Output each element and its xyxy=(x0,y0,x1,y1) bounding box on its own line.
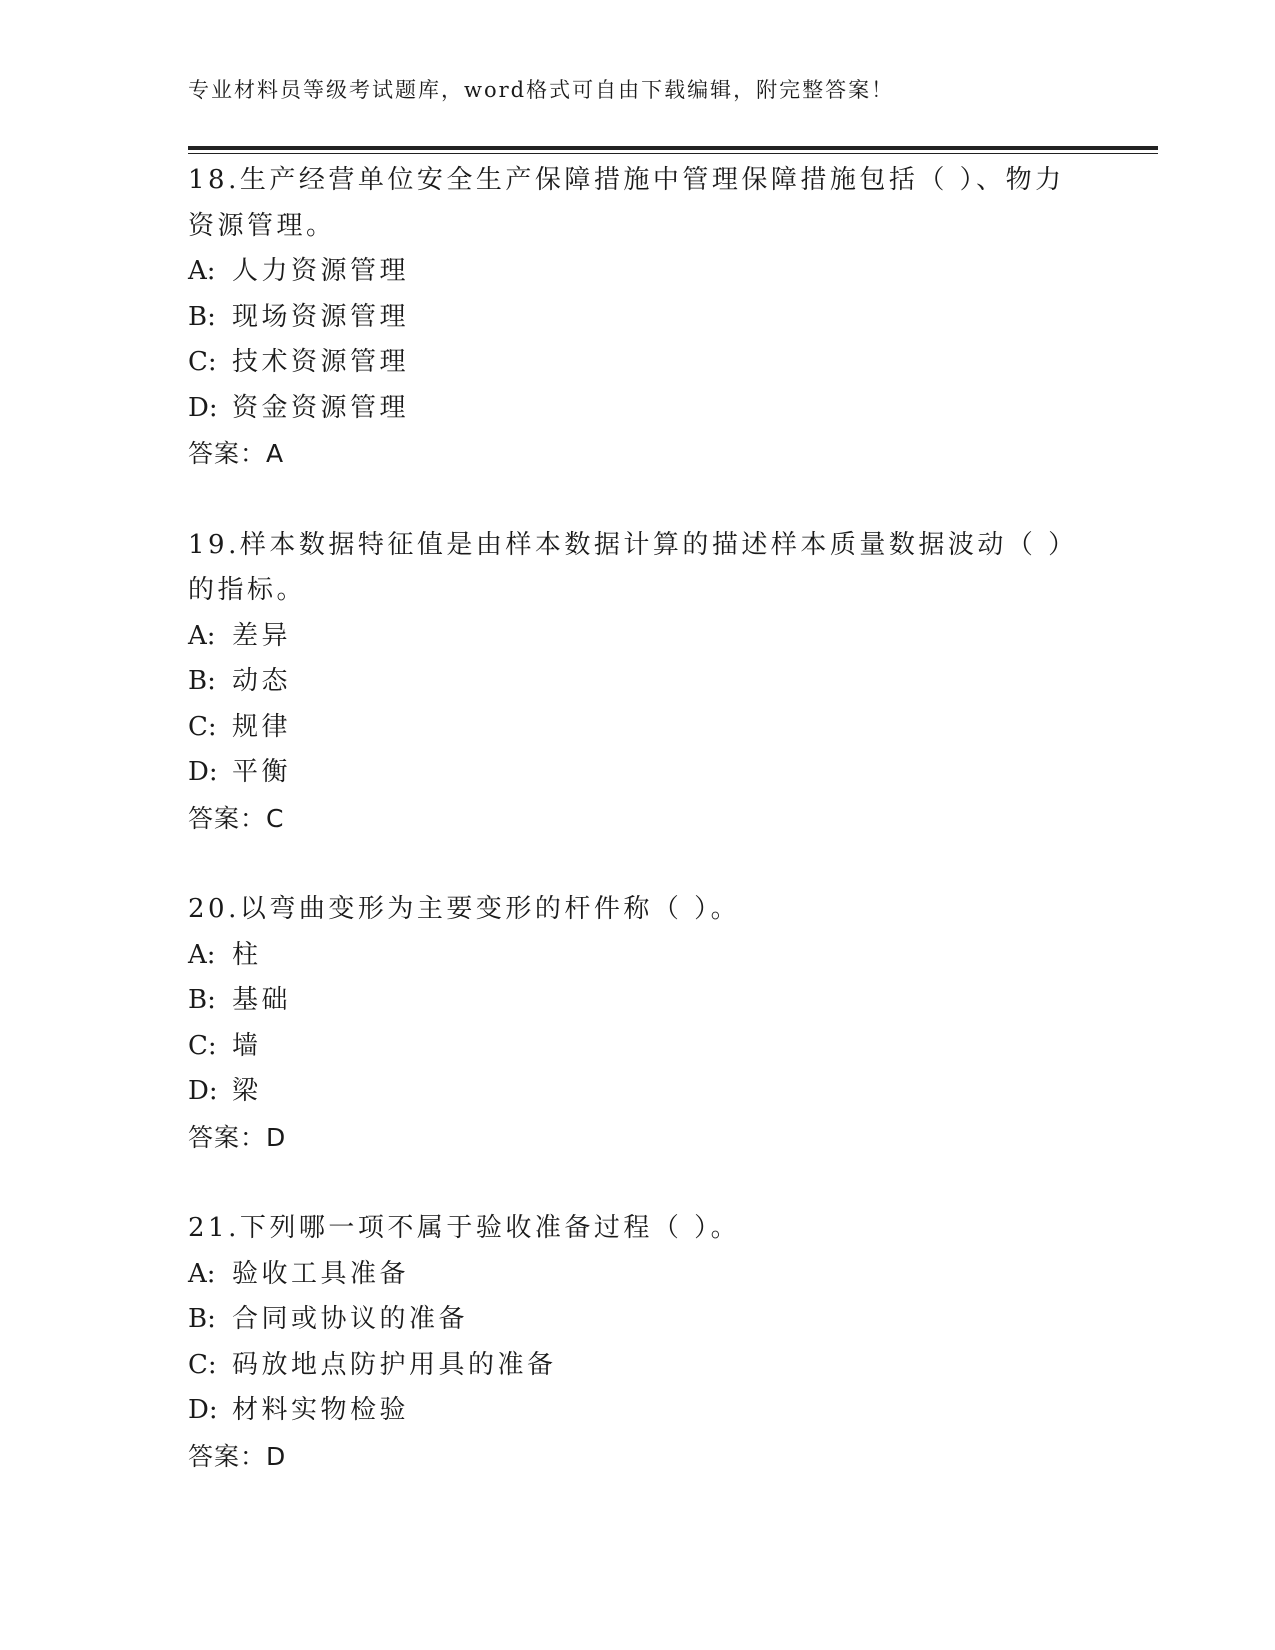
question-block xyxy=(188,523,1088,842)
option-text: 梁 xyxy=(232,1076,262,1106)
option-d xyxy=(188,386,1088,432)
question-list xyxy=(188,158,1088,1479)
option-letter: C: xyxy=(188,347,217,377)
answer-line: 答案：A xyxy=(188,439,285,468)
question-block xyxy=(188,1206,1088,1479)
option-a xyxy=(188,249,1088,295)
option-text: 码放地点防护用具的准备 xyxy=(232,1349,557,1380)
option-a xyxy=(188,933,1088,979)
option-letter: D: xyxy=(188,1395,218,1425)
option-letter: A: xyxy=(188,620,216,651)
option-b xyxy=(188,659,1088,705)
option-letter: D: xyxy=(188,392,218,423)
answer-line: 答案：D xyxy=(188,1122,287,1152)
option-letter: D: xyxy=(188,757,218,787)
header-rule-thick xyxy=(188,146,1158,150)
option-text: 材料实物检验 xyxy=(232,1395,410,1425)
question-stem: 21.下列哪一项不属于验收准备过程（ ）。 xyxy=(188,1213,741,1243)
option-d xyxy=(188,1069,1088,1115)
option-letter: B: xyxy=(188,1304,216,1334)
answer-line: 答案：D xyxy=(188,1441,287,1471)
option-text: 基础 xyxy=(232,985,292,1015)
question-block xyxy=(188,158,1088,477)
option-letter: C: xyxy=(188,711,217,742)
header-rule-thin xyxy=(188,153,1158,154)
option-text: 资金资源管理 xyxy=(232,392,410,423)
answer-line: 答案：C xyxy=(188,803,285,833)
option-text: 人力资源管理 xyxy=(232,256,410,286)
option-letter: C: xyxy=(188,1030,217,1061)
option-letter: A: xyxy=(188,256,216,286)
option-text: 墙 xyxy=(232,1030,262,1061)
option-letter: C: xyxy=(188,1349,217,1380)
option-text: 差异 xyxy=(232,620,292,651)
option-letter: B: xyxy=(188,985,216,1015)
option-d xyxy=(188,750,1088,796)
option-letter: D: xyxy=(188,1076,218,1106)
option-letter: A: xyxy=(188,1258,216,1289)
option-c xyxy=(188,340,1088,386)
option-letter: B: xyxy=(188,301,216,332)
page-header: 专业材料员等级考试题库，word格式可自由下载编辑，附完整答案！ xyxy=(188,78,895,102)
option-letter: A: xyxy=(188,939,216,970)
question-block xyxy=(188,887,1088,1160)
option-a xyxy=(188,614,1088,660)
option-text: 平衡 xyxy=(232,757,292,787)
option-b xyxy=(188,978,1088,1024)
option-c xyxy=(188,705,1088,751)
option-b xyxy=(188,1297,1088,1343)
question-stem: 19.样本数据特征值是由样本数据计算的描述样本质量数据波动（ ）的指标。 xyxy=(188,529,1078,605)
option-text: 动态 xyxy=(232,666,292,696)
option-text: 柱 xyxy=(232,939,262,970)
option-letter: B: xyxy=(188,666,216,696)
option-text: 验收工具准备 xyxy=(232,1258,410,1289)
option-a xyxy=(188,1252,1088,1298)
option-b xyxy=(188,295,1088,341)
option-text: 现场资源管理 xyxy=(232,301,410,332)
option-c xyxy=(188,1343,1088,1389)
option-text: 规律 xyxy=(232,711,292,742)
question-stem: 20.以弯曲变形为主要变形的杆件称（ ）。 xyxy=(188,894,741,924)
option-d xyxy=(188,1388,1088,1434)
option-text: 技术资源管理 xyxy=(232,347,410,377)
question-stem: 18.生产经营单位安全生产保障措施中管理保障措施包括（ ）、物力资源管理。 xyxy=(188,165,1065,241)
option-c xyxy=(188,1024,1088,1070)
option-text: 合同或协议的准备 xyxy=(232,1304,469,1334)
